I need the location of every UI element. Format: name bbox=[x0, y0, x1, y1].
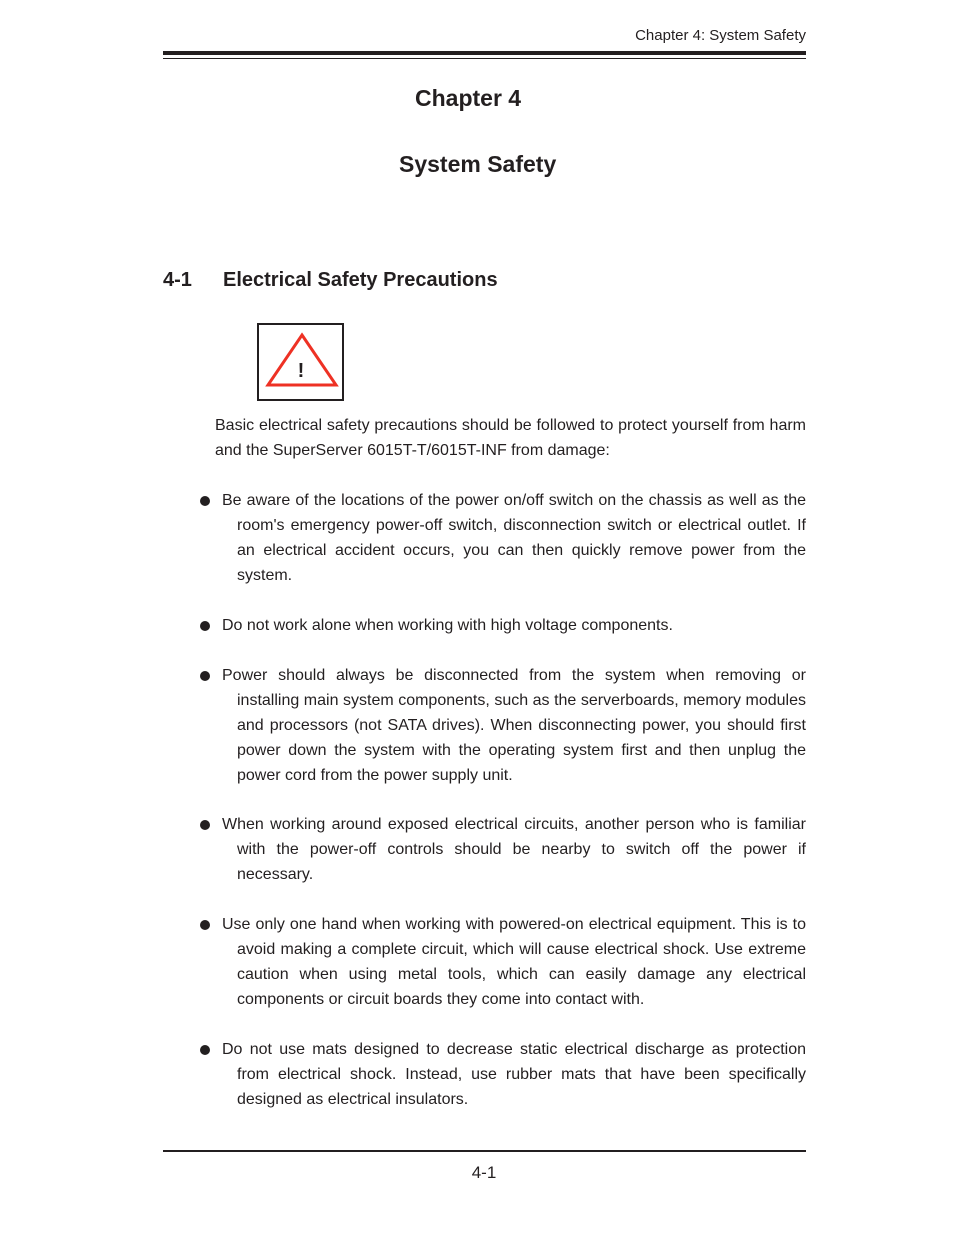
chapter-title bbox=[0, 150, 954, 178]
running-header: Chapter 4: System Safety bbox=[635, 27, 806, 44]
bullet-dot bbox=[200, 671, 210, 681]
warning-glyph: ! bbox=[297, 360, 305, 382]
list-item-text: When working around exposed electrical circuits, another person who is familiar with the power-off controls should be nearby to switch off the power if necessary. bbox=[222, 816, 806, 883]
bullet-dot bbox=[200, 621, 210, 631]
list-item-text: Power should always be disconnected from the system when removing or installing main system components, such as the serverboards, memory modules and processors (not SATA drives). When disconnecting power, you should first power down the system with the operating system first and then unplug the power cord from the power supply unit. bbox=[222, 667, 806, 784]
page-number: 4-1 bbox=[471, 1163, 497, 1182]
chapter-number-text: Chapter 4 bbox=[415, 85, 522, 111]
bullet-dot bbox=[200, 920, 210, 930]
section-number: 4-1 bbox=[163, 269, 192, 291]
chapter-number bbox=[0, 84, 954, 112]
list-item-text: Do not use mats designed to decrease static electrical discharge as protection from electrical shock. Instead, use rubber mats that have been specifically designed as electrical insulators. bbox=[222, 1041, 806, 1108]
list-item bbox=[200, 1037, 806, 1112]
section-heading bbox=[163, 267, 498, 293]
warning-box bbox=[257, 323, 344, 401]
list-item-text: Use only one hand when working with powered-on electrical equipment. This is to avoid making a complete circuit, which will cause electrical shock. Use extreme caution when using metal tools, which can easily damage any electrical components or circuit boards they come into contact with. bbox=[222, 916, 806, 1008]
list-item-text: Be aware of the locations of the power on/off switch on the chassis as well as the room's emergency power-off switch, disconnection switch or electrical outlet. If an electrical accident occurs, you can then quickly remove power from the system. bbox=[222, 492, 806, 584]
intro-paragraph: Basic electrical safety precautions should be followed to protect yourself from harm and the SuperServer 6015T-T/6015T-INF from damage: bbox=[215, 417, 806, 459]
bullet-dot bbox=[200, 496, 210, 506]
section-title: Electrical Safety Precautions bbox=[223, 269, 498, 291]
warning-triangle-icon bbox=[259, 325, 342, 399]
list-item bbox=[200, 912, 806, 1012]
footer-rule bbox=[163, 1150, 806, 1152]
list-item bbox=[200, 488, 806, 588]
header-rule-thin bbox=[163, 58, 806, 59]
chapter-title-text: System Safety bbox=[399, 151, 557, 177]
list-item-text: Do not work alone when working with high voltage components. bbox=[222, 617, 673, 634]
bullet-dot bbox=[200, 820, 210, 830]
list-item bbox=[200, 812, 806, 887]
list-item bbox=[200, 663, 806, 788]
bullet-dot bbox=[200, 1045, 210, 1055]
list-item bbox=[200, 613, 806, 638]
header-rule-thick bbox=[163, 51, 806, 55]
